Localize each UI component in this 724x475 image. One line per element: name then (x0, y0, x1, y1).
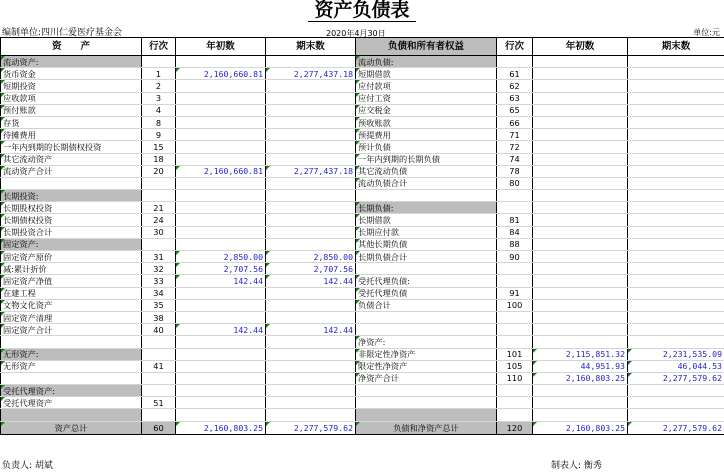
right-line-no-cell[interactable] (497, 56, 533, 68)
right-item-cell[interactable]: 流动负债: (356, 56, 497, 68)
right-begin-value-cell[interactable] (533, 409, 628, 421)
right-end-value-cell[interactable] (628, 129, 724, 141)
left-end-value-cell[interactable]: 2,850.00 (266, 251, 356, 263)
right-item-cell[interactable]: 流动负债合计 (356, 177, 497, 189)
right-line-no-cell[interactable] (497, 275, 533, 287)
right-end-value-cell[interactable] (628, 263, 724, 275)
left-begin-value-cell[interactable] (176, 238, 266, 250)
right-line-no-cell[interactable]: 91 (497, 287, 533, 299)
right-item-cell[interactable]: 长期应付款 (356, 226, 497, 238)
table-row (1, 165, 724, 177)
right-end-value-cell[interactable] (628, 202, 724, 214)
balance-sheet-table (0, 37, 724, 435)
left-begin-value-cell[interactable]: 142.44 (176, 324, 266, 336)
table-row (1, 129, 724, 141)
left-item-cell[interactable]: 固定资产合计 (1, 324, 142, 336)
left-end-value-cell[interactable] (266, 129, 356, 141)
right-item-cell[interactable]: 一年内到期的长期负债 (356, 153, 497, 165)
right-item-cell[interactable]: 长期借款 (356, 214, 497, 226)
left-line-no-cell[interactable] (142, 372, 176, 384)
left-begin-value-cell[interactable] (176, 56, 266, 68)
left-line-no-cell[interactable]: 40 (142, 324, 176, 336)
left-line-no-cell[interactable]: 15 (142, 141, 176, 153)
col-header-line-right[interactable]: 行次 (497, 38, 533, 56)
left-end-value-cell[interactable] (266, 80, 356, 92)
table-row (1, 226, 724, 238)
left-begin-value-cell[interactable]: 2,160,660.81 (176, 68, 266, 80)
left-end-value-cell[interactable] (266, 238, 356, 250)
right-end-value-cell[interactable] (628, 299, 724, 311)
right-item-cell[interactable]: 预计负债 (356, 141, 497, 153)
table-row (1, 202, 724, 214)
left-begin-value-cell[interactable] (176, 190, 266, 202)
right-end-value-cell[interactable] (628, 80, 724, 92)
right-item-cell[interactable]: 应付工资 (356, 92, 497, 104)
left-end-value-cell[interactable] (266, 104, 356, 116)
footer-manager: 负责人: 胡斌 (2, 461, 53, 471)
left-end-value-cell[interactable] (266, 409, 356, 421)
right-line-no-cell[interactable]: 65 (497, 104, 533, 116)
col-header-liabilities[interactable]: 负债和所有者权益 (356, 38, 497, 56)
right-begin-value-cell[interactable]: 2,160,803.25 (533, 372, 628, 384)
right-line-no-cell[interactable] (497, 409, 533, 421)
right-item-cell[interactable] (356, 397, 497, 409)
table-row (1, 177, 724, 189)
left-item-cell[interactable] (1, 177, 142, 189)
right-begin-value-cell[interactable] (533, 385, 628, 397)
left-line-no-cell[interactable]: 35 (142, 299, 176, 311)
right-end-value-cell[interactable]: 2,277,579.62 (628, 372, 724, 384)
left-end-value-cell[interactable] (266, 226, 356, 238)
right-begin-value-cell[interactable] (533, 397, 628, 409)
left-end-value-cell[interactable] (266, 190, 356, 202)
left-item-cell[interactable] (1, 409, 142, 421)
left-line-no-cell[interactable] (142, 177, 176, 189)
right-end-value-cell[interactable] (628, 238, 724, 250)
table-row (1, 409, 724, 421)
left-line-no-cell[interactable]: 1 (142, 68, 176, 80)
right-line-no-cell[interactable]: 90 (497, 251, 533, 263)
right-line-no-cell[interactable] (497, 324, 533, 336)
right-item-cell[interactable]: 负债和净资产总计 (356, 421, 497, 434)
left-item-cell[interactable]: 应收款项 (1, 92, 142, 104)
col-header-assets[interactable]: 资 产 (1, 38, 142, 56)
left-item-cell[interactable]: 存货 (1, 116, 142, 128)
table-row (1, 421, 724, 434)
left-item-cell[interactable]: 减:累计折价 (1, 263, 142, 275)
left-begin-value-cell[interactable] (176, 92, 266, 104)
left-begin-value-cell[interactable] (176, 409, 266, 421)
right-end-value-cell[interactable] (628, 409, 724, 421)
right-item-cell[interactable] (356, 311, 497, 323)
right-line-no-cell[interactable]: 100 (497, 299, 533, 311)
left-line-no-cell[interactable]: 38 (142, 311, 176, 323)
table-row (1, 80, 724, 92)
col-header-end[interactable]: 期末数 (266, 38, 356, 56)
left-line-no-cell[interactable]: 8 (142, 116, 176, 128)
right-begin-value-cell[interactable] (533, 214, 628, 226)
col-header-line[interactable]: 行次 (142, 38, 176, 56)
left-item-cell[interactable]: 长期投资合计 (1, 226, 142, 238)
right-line-no-cell[interactable]: 72 (497, 141, 533, 153)
left-item-cell[interactable]: 无形资产: (1, 348, 142, 360)
right-begin-value-cell[interactable] (533, 226, 628, 238)
left-begin-value-cell[interactable] (176, 141, 266, 153)
left-begin-value-cell[interactable] (176, 348, 266, 360)
left-line-no-cell[interactable]: 24 (142, 214, 176, 226)
right-begin-value-cell[interactable] (533, 202, 628, 214)
left-item-cell[interactable]: 货币资金 (1, 68, 142, 80)
left-begin-value-cell[interactable] (176, 372, 266, 384)
left-end-value-cell[interactable] (266, 336, 356, 348)
right-end-value-cell[interactable] (628, 226, 724, 238)
right-line-no-cell[interactable]: 120 (497, 421, 533, 434)
right-line-no-cell[interactable]: 81 (497, 214, 533, 226)
right-begin-value-cell[interactable] (533, 324, 628, 336)
left-end-value-cell[interactable] (266, 299, 356, 311)
table-row (1, 348, 724, 360)
right-end-value-cell[interactable] (628, 141, 724, 153)
left-line-no-cell[interactable]: 51 (142, 397, 176, 409)
right-end-value-cell[interactable]: 46,044.53 (628, 360, 724, 372)
right-item-cell[interactable]: 受托代理负债: (356, 275, 497, 287)
right-line-no-cell[interactable]: 62 (497, 80, 533, 92)
left-begin-value-cell[interactable] (176, 202, 266, 214)
right-end-value-cell[interactable] (628, 287, 724, 299)
left-item-cell[interactable]: 流动资产合计 (1, 165, 142, 177)
right-end-value-cell[interactable] (628, 177, 724, 189)
left-end-value-cell[interactable] (266, 348, 356, 360)
left-end-value-cell[interactable] (266, 202, 356, 214)
left-begin-value-cell[interactable]: 2,850.00 (176, 251, 266, 263)
reporting-entity: 编制单位:四川仁爱医疗基金会 (2, 28, 123, 38)
left-begin-value-cell[interactable]: 2,160,660.81 (176, 165, 266, 177)
header-row (1, 38, 724, 56)
left-begin-value-cell[interactable] (176, 397, 266, 409)
left-item-cell[interactable]: 预付账款 (1, 104, 142, 116)
right-end-value-cell[interactable] (628, 251, 724, 263)
right-line-no-cell[interactable] (497, 190, 533, 202)
left-end-value-cell[interactable] (266, 214, 356, 226)
right-item-cell[interactable]: 非限定性净资产 (356, 348, 497, 360)
left-line-no-cell[interactable]: 9 (142, 129, 176, 141)
right-item-cell[interactable]: 短期借款 (356, 68, 497, 80)
right-end-value-cell[interactable] (628, 68, 724, 80)
left-item-cell[interactable]: 在建工程 (1, 287, 142, 299)
left-item-cell[interactable]: 受托代理资产 (1, 397, 142, 409)
right-item-cell[interactable] (356, 409, 497, 421)
left-begin-value-cell[interactable]: 2,160,803.25 (176, 421, 266, 434)
right-begin-value-cell[interactable]: 44,951.93 (533, 360, 628, 372)
right-end-value-cell[interactable] (628, 385, 724, 397)
left-line-no-cell[interactable] (142, 385, 176, 397)
right-item-cell[interactable]: 其它流动负债 (356, 165, 497, 177)
left-begin-value-cell[interactable] (176, 116, 266, 128)
left-end-value-cell[interactable]: 2,277,437.18 (266, 165, 356, 177)
table-row (1, 153, 724, 165)
table-row (1, 372, 724, 384)
right-item-cell[interactable]: 净资产合计 (356, 372, 497, 384)
left-item-cell[interactable]: 流动资产: (1, 56, 142, 68)
left-item-cell[interactable]: 一年内到期的长期债权投资 (1, 141, 142, 153)
right-begin-value-cell[interactable] (533, 104, 628, 116)
left-end-value-cell[interactable] (266, 287, 356, 299)
left-begin-value-cell[interactable] (176, 214, 266, 226)
currency-unit: 单位:元 (693, 28, 720, 37)
table-row (1, 190, 724, 202)
right-end-value-cell[interactable] (628, 116, 724, 128)
right-item-cell[interactable] (356, 324, 497, 336)
left-line-no-cell[interactable] (142, 56, 176, 68)
table-row (1, 68, 724, 80)
right-begin-value-cell[interactable] (533, 68, 628, 80)
right-item-cell[interactable] (356, 263, 497, 275)
right-item-cell[interactable] (356, 190, 497, 202)
right-line-no-cell[interactable] (497, 336, 533, 348)
right-line-no-cell[interactable] (497, 385, 533, 397)
right-begin-value-cell[interactable] (533, 263, 628, 275)
footer-preparer: 制表人: 衡秀 (551, 461, 602, 471)
left-line-no-cell[interactable]: 41 (142, 360, 176, 372)
left-begin-value-cell[interactable] (176, 287, 266, 299)
table-row (1, 336, 724, 348)
table-row (1, 214, 724, 226)
left-line-no-cell[interactable] (142, 238, 176, 250)
right-begin-value-cell[interactable] (533, 153, 628, 165)
left-begin-value-cell[interactable]: 142.44 (176, 275, 266, 287)
left-end-value-cell[interactable] (266, 311, 356, 323)
left-item-cell[interactable]: 固定资产清理 (1, 311, 142, 323)
right-item-cell[interactable]: 其他长期负债 (356, 238, 497, 250)
left-item-cell[interactable]: 短期投资 (1, 80, 142, 92)
right-line-no-cell[interactable]: 105 (497, 360, 533, 372)
left-item-cell[interactable]: 长期股权投资 (1, 202, 142, 214)
left-line-no-cell[interactable]: 33 (142, 275, 176, 287)
left-end-value-cell[interactable]: 142.44 (266, 275, 356, 287)
right-line-no-cell[interactable] (497, 311, 533, 323)
right-line-no-cell[interactable]: 63 (497, 92, 533, 104)
right-line-no-cell[interactable] (497, 397, 533, 409)
left-begin-value-cell[interactable] (176, 226, 266, 238)
left-end-value-cell[interactable] (266, 56, 356, 68)
left-item-cell[interactable]: 其它流动资产 (1, 153, 142, 165)
col-header-begin[interactable]: 年初数 (176, 38, 266, 56)
right-begin-value-cell[interactable] (533, 336, 628, 348)
right-line-no-cell[interactable]: 71 (497, 129, 533, 141)
right-end-value-cell[interactable] (628, 336, 724, 348)
table-row (1, 299, 724, 311)
left-line-no-cell[interactable]: 21 (142, 202, 176, 214)
right-begin-value-cell[interactable] (533, 92, 628, 104)
left-begin-value-cell[interactable] (176, 104, 266, 116)
left-line-no-cell[interactable]: 4 (142, 104, 176, 116)
left-end-value-cell[interactable] (266, 141, 356, 153)
right-end-value-cell[interactable] (628, 324, 724, 336)
left-line-no-cell[interactable]: 30 (142, 226, 176, 238)
table-row (1, 56, 724, 68)
left-begin-value-cell[interactable] (176, 153, 266, 165)
left-line-no-cell[interactable] (142, 409, 176, 421)
left-item-cell[interactable]: 无形资产 (1, 360, 142, 372)
right-line-no-cell[interactable]: 78 (497, 165, 533, 177)
right-begin-value-cell[interactable]: 2,160,803.25 (533, 421, 628, 434)
right-begin-value-cell[interactable] (533, 311, 628, 323)
right-line-no-cell[interactable]: 101 (497, 348, 533, 360)
left-item-cell[interactable]: 资产总计 (1, 421, 142, 434)
right-end-value-cell[interactable] (628, 104, 724, 116)
right-end-value-cell[interactable] (628, 397, 724, 409)
right-item-cell[interactable]: 预提费用 (356, 129, 497, 141)
right-end-value-cell[interactable] (628, 153, 724, 165)
left-item-cell[interactable] (1, 372, 142, 384)
left-line-no-cell[interactable]: 2 (142, 80, 176, 92)
right-line-no-cell[interactable]: 66 (497, 116, 533, 128)
left-end-value-cell[interactable]: 142.44 (266, 324, 356, 336)
col-header-end-right[interactable]: 期末数 (628, 38, 724, 56)
left-end-value-cell[interactable] (266, 372, 356, 384)
left-item-cell[interactable]: 固定资产净值 (1, 275, 142, 287)
report-date: 2020年4月30日 (326, 29, 386, 38)
left-begin-value-cell[interactable] (176, 385, 266, 397)
right-end-value-cell[interactable]: 2,277,579.62 (628, 421, 724, 434)
right-begin-value-cell[interactable] (533, 299, 628, 311)
left-end-value-cell[interactable] (266, 153, 356, 165)
right-end-value-cell[interactable] (628, 275, 724, 287)
right-begin-value-cell[interactable] (533, 251, 628, 263)
table-row (1, 311, 724, 323)
right-begin-value-cell[interactable] (533, 275, 628, 287)
right-begin-value-cell[interactable] (533, 177, 628, 189)
table-row (1, 287, 724, 299)
left-line-no-cell[interactable] (142, 336, 176, 348)
left-line-no-cell[interactable]: 34 (142, 287, 176, 299)
right-begin-value-cell[interactable] (533, 238, 628, 250)
right-item-cell[interactable]: 长期负债合计 (356, 251, 497, 263)
table-row (1, 238, 724, 250)
right-line-no-cell[interactable]: 61 (497, 68, 533, 80)
left-item-cell[interactable]: 固定资产: (1, 238, 142, 250)
left-begin-value-cell[interactable] (176, 360, 266, 372)
left-item-cell[interactable]: 长期投资: (1, 190, 142, 202)
left-line-no-cell[interactable]: 3 (142, 92, 176, 104)
left-begin-value-cell[interactable] (176, 80, 266, 92)
left-begin-value-cell[interactable] (176, 336, 266, 348)
col-header-begin-right[interactable]: 年初数 (533, 38, 628, 56)
left-end-value-cell[interactable] (266, 177, 356, 189)
right-begin-value-cell[interactable]: 2,115,851.32 (533, 348, 628, 360)
left-end-value-cell[interactable]: 2,277,579.62 (266, 421, 356, 434)
left-line-no-cell[interactable]: 18 (142, 153, 176, 165)
left-end-value-cell[interactable]: 2,707.56 (266, 263, 356, 275)
right-begin-value-cell[interactable] (533, 165, 628, 177)
table-row (1, 385, 724, 397)
table-row (1, 397, 724, 409)
table-row (1, 116, 724, 128)
left-line-no-cell[interactable] (142, 190, 176, 202)
left-item-cell[interactable]: 长期债权投资 (1, 214, 142, 226)
report-title: 资产负债表 (0, 0, 724, 22)
right-begin-value-cell[interactable] (533, 80, 628, 92)
table-row (1, 141, 724, 153)
right-end-value-cell[interactable]: 2,231,535.09 (628, 348, 724, 360)
right-line-no-cell[interactable]: 74 (497, 153, 533, 165)
left-end-value-cell[interactable] (266, 385, 356, 397)
right-begin-value-cell[interactable] (533, 141, 628, 153)
right-line-no-cell[interactable]: 84 (497, 226, 533, 238)
right-begin-value-cell[interactable] (533, 190, 628, 202)
left-end-value-cell[interactable] (266, 360, 356, 372)
right-end-value-cell[interactable] (628, 311, 724, 323)
right-end-value-cell[interactable] (628, 56, 724, 68)
right-line-no-cell[interactable] (497, 202, 533, 214)
table-row (1, 324, 724, 336)
left-item-cell[interactable]: 固定资产原价 (1, 251, 142, 263)
left-begin-value-cell[interactable] (176, 177, 266, 189)
table-row (1, 275, 724, 287)
right-item-cell[interactable]: 预收账款 (356, 116, 497, 128)
right-item-cell[interactable]: 应交税金 (356, 104, 497, 116)
left-end-value-cell[interactable]: 2,277,437.18 (266, 68, 356, 80)
right-item-cell[interactable]: 负债合计 (356, 299, 497, 311)
right-item-cell[interactable]: 应付款项 (356, 80, 497, 92)
left-end-value-cell[interactable] (266, 92, 356, 104)
right-line-no-cell[interactable] (497, 263, 533, 275)
right-line-no-cell[interactable]: 88 (497, 238, 533, 250)
left-end-value-cell[interactable] (266, 116, 356, 128)
right-begin-value-cell[interactable] (533, 287, 628, 299)
right-end-value-cell[interactable] (628, 92, 724, 104)
table-row (1, 104, 724, 116)
left-line-no-cell[interactable]: 60 (142, 421, 176, 434)
right-end-value-cell[interactable] (628, 214, 724, 226)
left-item-cell[interactable]: 文物文化资产 (1, 299, 142, 311)
right-begin-value-cell[interactable] (533, 56, 628, 68)
right-item-cell[interactable]: 净资产: (356, 336, 497, 348)
left-line-no-cell[interactable] (142, 348, 176, 360)
right-end-value-cell[interactable] (628, 165, 724, 177)
left-begin-value-cell[interactable] (176, 129, 266, 141)
left-item-cell[interactable]: 受托代理资产: (1, 385, 142, 397)
right-begin-value-cell[interactable] (533, 129, 628, 141)
right-item-cell[interactable]: 长期负债: (356, 202, 497, 214)
right-line-no-cell[interactable]: 110 (497, 372, 533, 384)
right-item-cell[interactable]: 限定性净资产 (356, 360, 497, 372)
left-item-cell[interactable] (1, 336, 142, 348)
right-line-no-cell[interactable]: 80 (497, 177, 533, 189)
left-line-no-cell[interactable]: 31 (142, 251, 176, 263)
left-begin-value-cell[interactable] (176, 299, 266, 311)
left-begin-value-cell[interactable] (176, 311, 266, 323)
table-row (1, 251, 724, 263)
table-row (1, 92, 724, 104)
table-row (1, 263, 724, 275)
left-line-no-cell[interactable]: 32 (142, 263, 176, 275)
right-item-cell[interactable] (356, 385, 497, 397)
right-end-value-cell[interactable] (628, 190, 724, 202)
left-begin-value-cell[interactable]: 2,707.56 (176, 263, 266, 275)
left-end-value-cell[interactable] (266, 397, 356, 409)
table-row (1, 360, 724, 372)
left-item-cell[interactable]: 待摊费用 (1, 129, 142, 141)
right-item-cell[interactable]: 受托代理负债 (356, 287, 497, 299)
right-begin-value-cell[interactable] (533, 116, 628, 128)
left-line-no-cell[interactable]: 20 (142, 165, 176, 177)
